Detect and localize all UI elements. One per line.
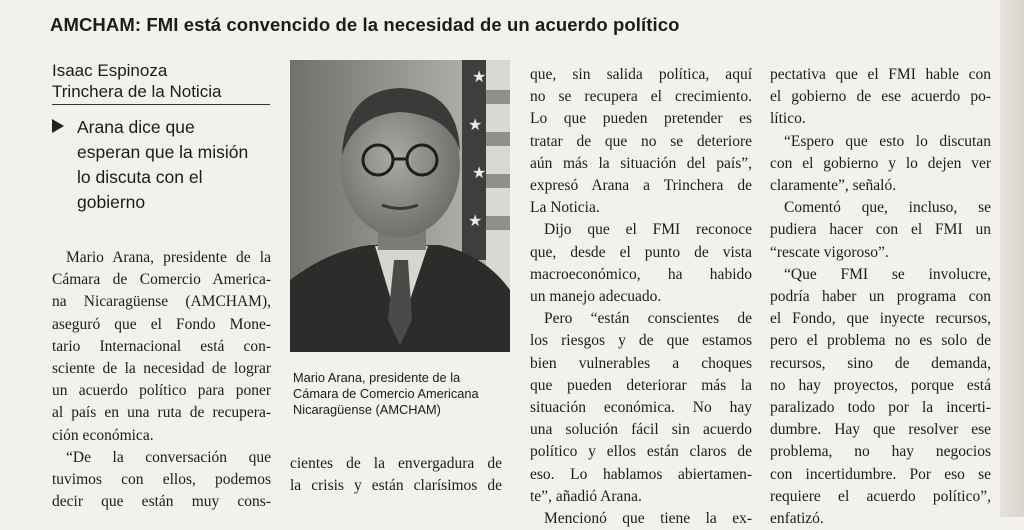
text-line: que pueden deteriorar más la — [530, 376, 752, 394]
text-line: que, desde el punto de vista — [530, 243, 752, 261]
text-line: tario Internacional está con- — [52, 337, 271, 355]
photo-caption — [293, 370, 508, 418]
text-line: Pero “están conscientes de — [544, 310, 752, 328]
text-line: un manejo adecuado. — [530, 288, 662, 306]
text-line: “Que FMI se involucre, — [784, 265, 991, 283]
summary-line: esperan que la misión — [77, 142, 249, 162]
text-line: situación económica. No hay — [530, 399, 752, 417]
adjacent-page-edge — [1000, 0, 1024, 517]
text-line: “rescate vigoroso”. — [770, 243, 889, 261]
text-line: claramente”, señaló. — [770, 177, 897, 195]
text-line: Mario Arana, presidente de la — [66, 249, 271, 266]
article-column-2 — [290, 453, 502, 497]
text-line: ción económica. — [52, 426, 154, 444]
text-line: no se recupera el crecimiento. — [530, 88, 752, 106]
text-line: lítico. — [770, 110, 806, 128]
text-line: Mencionó que tiene la ex- — [544, 510, 752, 528]
text-line: macroeconómico, ha habido — [530, 265, 752, 283]
svg-text:★: ★ — [468, 115, 483, 134]
text-line: el Fondo, que inyecte recursos, — [770, 310, 991, 328]
summary-deck — [52, 115, 272, 215]
text-line: enfatizó. — [770, 510, 824, 528]
article-column-4 — [770, 64, 991, 530]
text-line: na Nicaragüense (AMCHAM), — [52, 293, 271, 311]
text-line: la crisis y están clarísimos de — [290, 477, 502, 495]
text-line: decir que están muy cons- — [52, 493, 271, 511]
text-line: cientes de la envergadura de — [290, 455, 502, 472]
text-line: pectativa que el FMI hable con — [770, 66, 991, 83]
text-line: tratar de que no se deteriore — [530, 132, 752, 150]
text-line: dumbre. Hay que resolver ese — [770, 421, 991, 439]
text-line: aseguró que el Fondo Mone- — [52, 315, 271, 333]
text-line: una solución fácil sin acuerdo — [530, 421, 752, 439]
text-line: problema, no hay negocios — [770, 443, 991, 461]
text-line: paralizado todo por la incerti- — [770, 399, 991, 417]
byline — [52, 60, 270, 105]
text-line: aún más la situación del país”, — [530, 154, 752, 172]
text-line: Dijo que el FMI reconoce — [544, 221, 752, 239]
article-column-3 — [530, 64, 752, 530]
text-line: pudiera hacer con el FMI un — [770, 221, 991, 239]
text-line: pero el problema no es solo de — [770, 332, 991, 350]
text-line: Cámara de Comercio America- — [52, 271, 271, 289]
summary-line: lo discuta con el — [77, 167, 203, 187]
portrait-illustration — [290, 60, 510, 352]
text-line: “De la conversación que — [66, 448, 271, 466]
summary-line: Arana dice que — [77, 117, 195, 137]
portrait-photo — [290, 60, 510, 352]
triangle-bullet-icon — [52, 119, 64, 133]
byline-author: Isaac Espinoza — [52, 61, 168, 80]
text-line: eso. Lo hablamos abiertamen- — [530, 465, 752, 483]
text-line: no hay proyectos, porque está — [770, 376, 991, 394]
svg-text:★: ★ — [472, 67, 487, 86]
text-line: al país en una ruta de recupera- — [52, 404, 271, 422]
byline-outlet: Trinchera de la Noticia — [52, 82, 222, 101]
text-line: bien vulnerables a choques — [530, 354, 752, 372]
text-line: recursos, sino de demanda, — [770, 354, 991, 372]
svg-text:★: ★ — [472, 163, 487, 182]
summary-line: gobierno — [77, 192, 146, 212]
text-line: Comentó que, incluso, se — [784, 199, 991, 217]
headline: AMCHAM: FMI está convencido de la necesidad de un acuerdo político — [50, 14, 680, 35]
caption-line: Cámara de Comercio Americana — [293, 386, 479, 401]
text-line: requiere el acuerdo político”, — [770, 487, 991, 505]
text-line: podría haber un programa con — [770, 288, 991, 306]
text-line: que, sin salida política, aquí — [530, 66, 752, 83]
text-line: un acuerdo político para poner — [52, 382, 271, 400]
text-line: sciente de la necesidad de lograr — [52, 360, 271, 378]
text-line: te”, añadió Arana. — [530, 487, 642, 505]
caption-line: Nicaragüense (AMCHAM) — [293, 402, 441, 417]
text-line: La Noticia. — [530, 199, 600, 217]
text-line: tuvimos con ellos, podemos — [52, 471, 271, 489]
text-line: Lo que pueden pretender es — [530, 110, 752, 128]
text-line: el gobierno de ese acuerdo po- — [770, 88, 991, 106]
caption-line: Mario Arana, presidente de la — [293, 370, 461, 385]
svg-text:★: ★ — [468, 211, 483, 230]
text-line: político y ellos están claros de — [530, 443, 752, 461]
text-line: con incertidumbre. Por eso se — [770, 465, 991, 483]
text-line: “Espero que esto lo discutan — [784, 132, 991, 150]
text-line: los riesgos y de que estamos — [530, 332, 752, 350]
text-line: con el gobierno y lo dejen ver — [770, 154, 991, 172]
article-column-1 — [52, 247, 271, 513]
text-line: expresó Arana a Trinchera de — [530, 177, 752, 195]
